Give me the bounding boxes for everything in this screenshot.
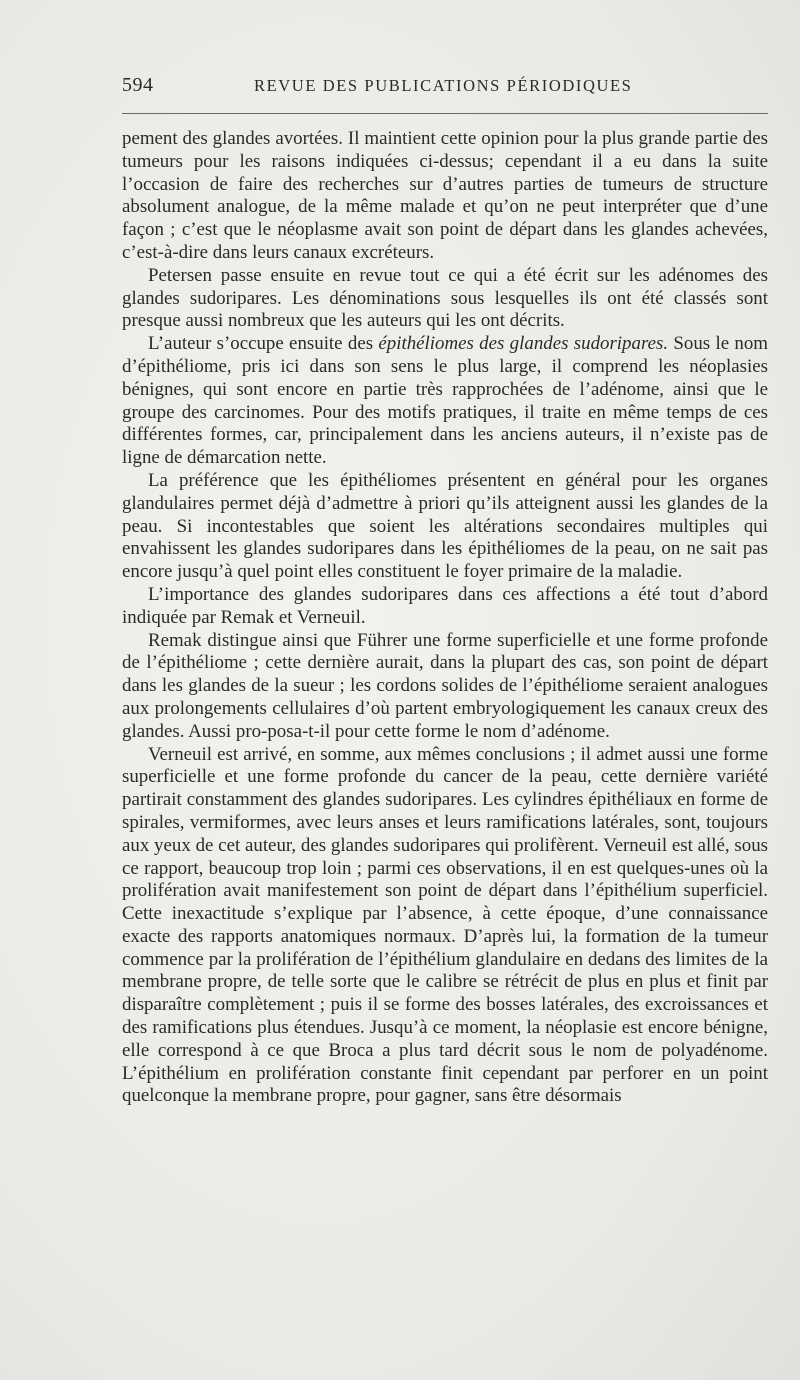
header-rule [122,113,768,114]
paragraph-epitheliomes [122,333,768,470]
page-number: 594 [122,74,154,96]
paragraph-verneuil: Verneuil est arrivé, en somme, aux mêmes conclusions ; il admet aussi une forme superficielle et une forme profonde du cancer de la peau, cette dernière variété partirait constamment des glandes sudoripares. Les cylindres épithéliaux en forme de spirales, vermiformes, avec leurs anses et leurs ramifications latérales, sont, toujours aux yeux de cet auteur, des glandes sudoripares qui prolifèrent. Verneuil est allé, sous ce rapport, beaucoup trop loin ; parmi ces observations, il en est quelques-unes où la prolifération avait manifestement son point de départ dans l’épithélium superficiel. Cette inexactitude s’explique par l’absence, à cette époque, d’une connaissance exacte des rapports anatomiques normaux. D’après lui, la formation de la tumeur commence par la prolifération de l’épithélium glandulaire en dedans des limites de la membrane propre, de telle sorte que le calibre se rétrécit de plus en plus et finit par disparaître complètement ; puis il se forme des bosses latérales, des excroissances et des ramifications plus étendues. Jusqu’à ce moment, la néoplasie est encore bénigne, elle correspond à ce que Broca a plus tard décrit sous le nom de polyadénome. L’épithélium en prolifération constante finit cependant par perforer en un point quelconque la membrane propre, pour gagner, sans être désormais [122,743,768,1107]
paragraph-petersen: Petersen passe ensuite en revue tout ce qui a été écrit sur les adénomes des glandes sudoripares. Les dénominations sous lesquelles ils ont été classés sont presque aussi nombreux que les auteurs qui les ont décrits. [122,264,768,332]
paragraph-importance: L’importance des glandes sudoripares dans ces affections a été tout d’abord indiquée par Remak et Verneuil. [122,583,768,628]
body-text [122,128,768,1108]
paragraph-epitheliomes-rest: Sous le nom d’épithéliome, pris ici dans son sens le plus large, il comprend les néoplasies bénignes, qui sont encore en partie très rapprochées de l’adénome, ainsi que le groupe des carcinomes. Pour des motifs pratiques, il traite en même temps de ces différentes formes, car, principalement dans les anciens auteurs, il n’existe pas de ligne de démarcation nette. [122,333,768,469]
paragraph-epitheliomes-lead: L’auteur s’occupe ensuite des [148,333,379,355]
paragraph-continued: pement des glandes avortées. Il maintient cette opinion pour la plus grande partie des tumeurs pour les raisons indiquées ci-dessus; cependant il a eu dans la suite l’occasion de faire des recherches sur d’autres parties de tumeurs de structure absolument analogue, de la même malade et qu’on ne peut interpréter que d’une façon ; c’est que le néoplasme avait son point de départ dans les glandes achevées, c’est-à-dire dans leurs canaux excréteurs. [122,128,768,263]
italic-term: épithéliomes des glandes sudoripares. [378,333,669,355]
running-title: REVUE DES PUBLICATIONS PÉRIODIQUES [254,76,633,95]
paragraph-remak: Remak distingue ainsi que Führer une forme superficielle et une forme profonde de l’épithéliome ; cette dernière aurait, dans la plupart des cas, son point de départ dans les glandes de la sueur ; les cordons solides de l’épithéliome seraient analogues aux prolongements cellulaires d’où partent embryologiquement les canaux creux des glandes. Aussi pro-posa-t-il pour cette forme le nom d’adénome. [122,629,768,742]
page-header [122,74,768,102]
paragraph-preference: La préférence que les épithéliomes présentent en général pour les organes glandulaires permet déjà d’admettre à priori qu’ils atteignent aussi les glandes de la peau. Si incontestables que soient les altérations secondaires multiples qui envahissent les glandes sudoripares dans les épithéliomes de la peau, on ne sait pas encore jusqu’à quel point elles constituent le foyer primaire de la maladie. [122,469,768,583]
